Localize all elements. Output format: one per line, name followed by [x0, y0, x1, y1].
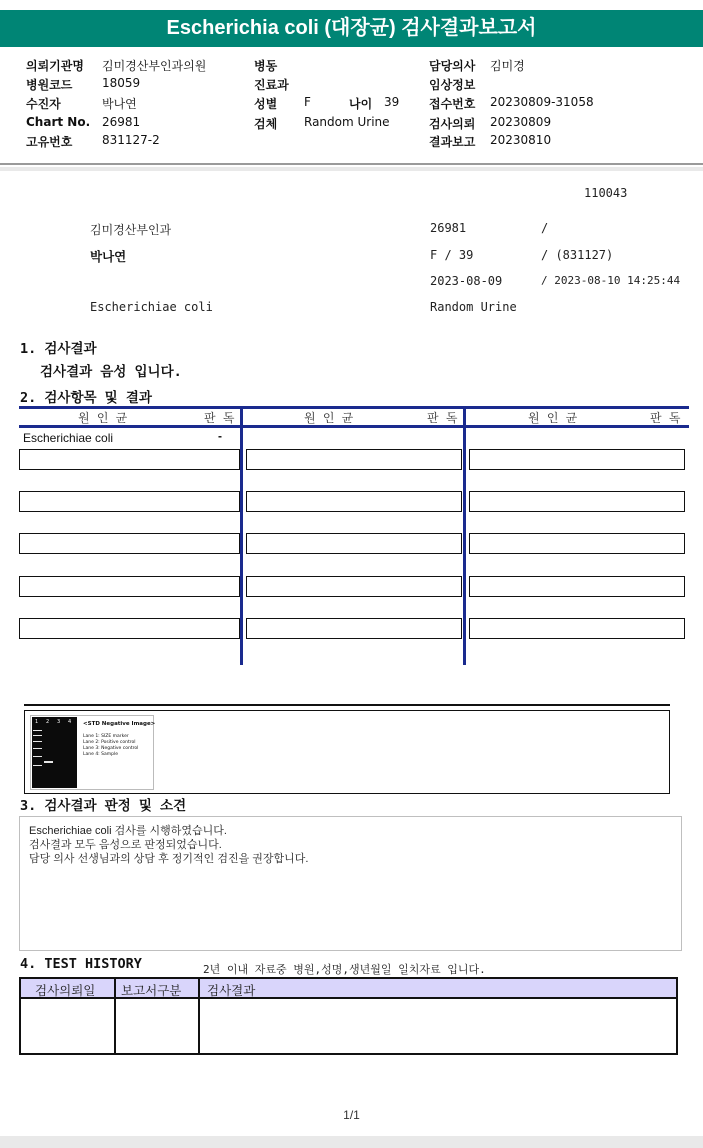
- summary-reported: / 2023-08-10 14:25:44: [541, 274, 681, 287]
- value-sex: F: [304, 95, 311, 109]
- label-ward: 병동: [254, 59, 278, 73]
- gel-legend-1: Lane 1: SIZE marker: [83, 734, 129, 739]
- section3-title: 3. 검사결과 판정 및 소견: [20, 798, 187, 814]
- history-table-header: [21, 979, 676, 999]
- result-cell: [246, 618, 462, 639]
- col-header-judgment-2: 판 독: [427, 411, 458, 425]
- result-cell: [246, 491, 462, 512]
- table-column-divider-2: [463, 406, 466, 665]
- label-age: 나이: [349, 97, 373, 111]
- label-patient: 수진자: [26, 97, 61, 111]
- result-pathogen: Escherichiae coli: [23, 431, 114, 445]
- result-cell: [19, 449, 240, 470]
- summary-code: 110043: [584, 186, 628, 200]
- gel-band: [33, 741, 42, 742]
- value-report-date: 20230810: [490, 133, 552, 147]
- section2-title: 2. 검사항목 및 결과: [20, 390, 152, 406]
- label-unique-no: 고유번호: [26, 135, 73, 149]
- result-cell: [19, 576, 240, 597]
- label-sex: 성별: [254, 97, 278, 111]
- gel-top-rule: [24, 704, 670, 706]
- value-doctor: 김미경: [490, 59, 525, 73]
- history-col-divider-1: [114, 979, 116, 1053]
- gel-legend-2: Lane 2: Positive control: [83, 740, 136, 745]
- summary-hospital: 김미경산부인과: [90, 223, 172, 237]
- col-header-pathogen-1: 원 인 균: [78, 411, 128, 425]
- value-patient: 박나연: [102, 97, 137, 111]
- label-doctor: 담당의사: [429, 59, 476, 73]
- result-cell: [469, 491, 685, 512]
- report-title: Escherichia coli (대장균) 검사결과보고서: [0, 10, 703, 47]
- value-request-date: 20230809: [490, 115, 552, 129]
- section4-note: 2년 이내 자료중 병원,성명,생년월일 일치자료 입니다.: [203, 963, 486, 976]
- result-cell: [469, 618, 685, 639]
- summary-test-name: Escherichiae coli: [90, 300, 213, 314]
- summary-chart: 26981: [430, 221, 467, 235]
- summary-sex-age: F / 39: [430, 248, 474, 262]
- label-receipt-no: 접수번호: [429, 97, 476, 111]
- col-header-pathogen-3: 원 인 균: [528, 411, 578, 425]
- gel-lane-1: 1: [35, 719, 39, 725]
- gel-lane-3: 3: [57, 719, 61, 725]
- value-chart-no: 26981: [102, 115, 141, 129]
- finding-line-2: 검사결과 모두 음성으로 판정되었습니다.: [29, 839, 222, 851]
- gel-legend-4: Lane 4: Sample: [83, 752, 118, 757]
- gel-band: [33, 756, 42, 757]
- history-col-divider-2: [198, 979, 200, 1053]
- result-cell: [19, 533, 240, 554]
- label-report-date: 결과보고: [429, 135, 476, 149]
- result-cell: [469, 533, 685, 554]
- value-unique-no: 831127-2: [102, 133, 160, 147]
- history-col-request-date: 검사의뢰일: [35, 983, 96, 998]
- gel-band: [33, 765, 42, 766]
- section1-title: 1. 검사결과: [20, 341, 97, 357]
- label-institution: 의뢰기관명: [26, 59, 84, 73]
- header-divider: [0, 163, 703, 165]
- summary-birth: / (831127): [541, 248, 614, 262]
- gel-band: [33, 730, 42, 731]
- gel-caption: <STD Negative Image>: [83, 721, 156, 727]
- gel-lane-4: 4: [68, 719, 72, 725]
- summary-patient: 박나연: [90, 249, 127, 264]
- col-header-judgment-1: 판 독: [204, 411, 235, 425]
- summary-slash: /: [541, 221, 549, 235]
- gel-lane-2: 2: [46, 719, 50, 725]
- col-header-judgment-3: 판 독: [650, 411, 681, 425]
- page-number: 1/1: [343, 1108, 360, 1122]
- label-request-date: 검사의뢰: [429, 117, 476, 131]
- gel-band: [33, 735, 42, 736]
- value-hospital-code: 18059: [102, 76, 141, 90]
- section4-title: 4. TEST HISTORY: [20, 956, 142, 972]
- result-cell: [19, 618, 240, 639]
- result-cell: [469, 576, 685, 597]
- label-hospital-code: 병원코드: [26, 78, 73, 92]
- summary-specimen: Random Urine: [430, 300, 517, 314]
- result-judgment: -: [218, 429, 222, 443]
- summary-received: 2023-08-09: [430, 274, 503, 288]
- history-col-report-type: 보고서구분: [121, 983, 182, 998]
- section1-result: 검사결과 음성 입니다.: [40, 364, 182, 380]
- result-cell: [246, 533, 462, 554]
- table-column-divider-1: [240, 406, 243, 665]
- value-specimen: Random Urine: [304, 115, 390, 129]
- value-receipt-no: 20230809-31058: [490, 95, 594, 109]
- gel-photo: [32, 717, 77, 788]
- header-divider-shadow: [0, 167, 703, 171]
- label-department: 진료과: [254, 78, 289, 92]
- gel-band: [33, 748, 42, 749]
- result-cell: [19, 491, 240, 512]
- result-cell: [246, 576, 462, 597]
- result-cell: [469, 449, 685, 470]
- label-specimen: 검체: [254, 117, 278, 131]
- label-chart-no: Chart No.: [26, 115, 91, 129]
- result-cell: [246, 449, 462, 470]
- value-age: 39: [384, 95, 400, 109]
- gel-band: [44, 761, 53, 763]
- finding-line-1: Escherichiae coli 검사를 시행하였습니다.: [29, 825, 227, 837]
- history-col-result: 검사결과: [207, 983, 256, 998]
- value-institution: 김미경산부인과의원: [102, 59, 207, 73]
- finding-line-3: 담당 의사 선생님과의 상담 후 정기적인 검진을 권장합니다.: [29, 853, 309, 865]
- col-header-pathogen-2: 원 인 균: [304, 411, 354, 425]
- page-bottom-edge: [0, 1136, 703, 1148]
- gel-legend-3: Lane 3: Negative control: [83, 746, 139, 751]
- label-clinical-info: 임상정보: [429, 78, 476, 92]
